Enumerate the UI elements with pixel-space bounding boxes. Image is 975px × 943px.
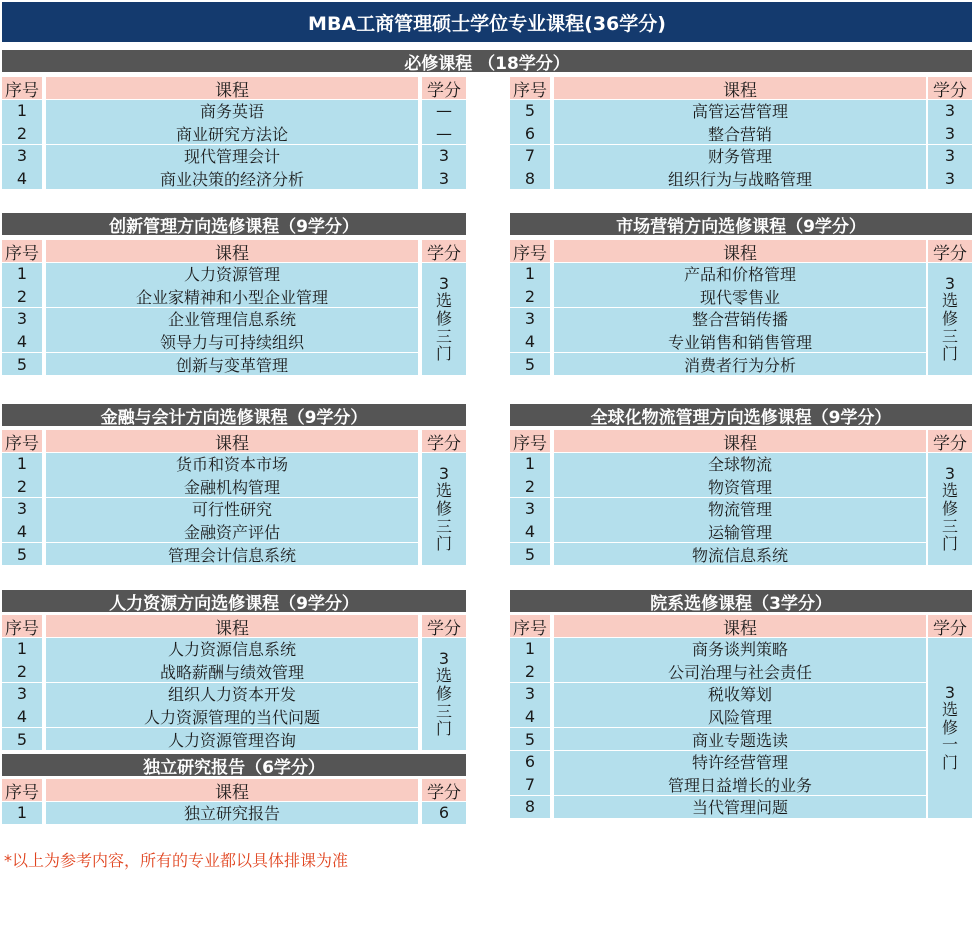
merged-credit-cell <box>422 453 466 565</box>
row-no: 5 <box>2 543 42 565</box>
row-course: 企业家精神和小型企业管理 <box>46 285 418 307</box>
row-no: 4 <box>2 520 42 542</box>
row-no: 8 <box>510 796 550 818</box>
merged-credit-cell <box>422 638 466 750</box>
credit-char: 3 <box>438 273 450 293</box>
department-section-title: 院系选修课程（3学分） <box>510 590 972 612</box>
row-course: 商务英语 <box>46 100 418 122</box>
row-course: 创新与变革管理 <box>46 353 418 375</box>
row-course: 独立研究报告 <box>46 802 418 824</box>
header-course: 课程 <box>46 615 418 637</box>
row-course: 人力资源管理 <box>46 263 418 285</box>
row-course: 物流管理 <box>554 498 926 520</box>
row-no: 5 <box>2 353 42 375</box>
page-title: MBA工商管理硕士学位专业课程(36学分) <box>2 2 972 42</box>
credit-char: 选 <box>435 481 452 501</box>
hr-section-title: 人力资源方向选修课程（9学分） <box>2 590 466 612</box>
row-credit: 3 <box>928 100 972 122</box>
credit-char: 三 <box>941 516 958 536</box>
row-course: 税收筹划 <box>554 683 926 705</box>
row-no: 8 <box>510 167 550 189</box>
row-course: 商业研究方法论 <box>46 122 418 144</box>
credit-char: 3 <box>438 463 450 483</box>
credit-char: 修 <box>941 717 958 737</box>
row-no: 4 <box>510 520 550 542</box>
row-no: 2 <box>510 475 550 497</box>
header-credit: 学分 <box>422 615 466 637</box>
header-credit: 学分 <box>928 430 972 452</box>
credit-char: 选 <box>941 481 958 501</box>
credit-char: 选 <box>435 666 452 686</box>
row-course: 财务管理 <box>554 145 926 167</box>
row-course: 领导力与可持续组织 <box>46 330 418 352</box>
header-no: 序号 <box>2 615 42 637</box>
header-course: 课程 <box>46 430 418 452</box>
row-no: 5 <box>2 728 42 750</box>
header-credit: 学分 <box>422 779 466 801</box>
credit-char: 三 <box>941 326 958 346</box>
marketing-section-title: 市场营销方向选修课程（9学分） <box>510 213 972 235</box>
row-no: 3 <box>2 145 42 167</box>
row-no: 1 <box>510 453 550 475</box>
credit-char: 修 <box>435 683 452 703</box>
row-credit: 3 <box>422 145 466 167</box>
row-credit: 6 <box>422 802 466 824</box>
credit-char: 修 <box>941 498 958 518</box>
merged-credit-cell <box>928 263 972 375</box>
credit-char: 选 <box>435 291 452 311</box>
row-no: 6 <box>510 751 550 773</box>
row-no: 5 <box>510 353 550 375</box>
merged-credit-cell <box>422 263 466 375</box>
row-no: 1 <box>2 802 42 824</box>
header-course: 课程 <box>46 240 418 262</box>
row-course: 现代管理会计 <box>46 145 418 167</box>
row-course: 战略薪酬与绩效管理 <box>46 660 418 682</box>
header-credit: 学分 <box>422 240 466 262</box>
row-no: 3 <box>510 683 550 705</box>
credit-char: 门 <box>941 753 958 773</box>
header-course: 课程 <box>554 77 926 99</box>
row-no: 5 <box>510 543 550 565</box>
row-course: 管理会计信息系统 <box>46 543 418 565</box>
row-course: 物资管理 <box>554 475 926 497</box>
credit-char: 修 <box>435 498 452 518</box>
row-course: 公司治理与社会责任 <box>554 660 926 682</box>
header-credit: 学分 <box>928 615 972 637</box>
credit-char: 门 <box>435 719 452 739</box>
credit-char: 3 <box>438 648 450 668</box>
row-no: 1 <box>2 453 42 475</box>
row-course: 产品和价格管理 <box>554 263 926 285</box>
row-course: 组织人力资本开发 <box>46 683 418 705</box>
header-no: 序号 <box>510 240 550 262</box>
row-credit: 3 <box>422 167 466 189</box>
row-course: 可行性研究 <box>46 498 418 520</box>
row-no: 2 <box>2 122 42 144</box>
row-course: 整合营销 <box>554 122 926 144</box>
row-course: 组织行为与战略管理 <box>554 167 926 189</box>
row-no: 2 <box>2 660 42 682</box>
row-no: 2 <box>2 475 42 497</box>
credit-char: 选 <box>941 291 958 311</box>
row-course: 金融机构管理 <box>46 475 418 497</box>
row-course: 金融资产评估 <box>46 520 418 542</box>
header-credit: 学分 <box>422 77 466 99</box>
row-no: 2 <box>510 285 550 307</box>
credit-char: 修 <box>435 308 452 328</box>
credit-char: 门 <box>435 534 452 554</box>
row-credit: — <box>422 100 466 122</box>
row-course: 现代零售业 <box>554 285 926 307</box>
row-no: 4 <box>2 705 42 727</box>
row-course: 物流信息系统 <box>554 543 926 565</box>
header-course: 课程 <box>554 430 926 452</box>
row-no: 1 <box>510 263 550 285</box>
footnote: *以上为参考内容，所有的专业都以具体排课为准 <box>4 851 349 870</box>
row-no: 2 <box>510 660 550 682</box>
row-course: 运输管理 <box>554 520 926 542</box>
row-no: 3 <box>2 308 42 330</box>
row-no: 7 <box>510 145 550 167</box>
row-course: 消费者行为分析 <box>554 353 926 375</box>
row-no: 5 <box>510 100 550 122</box>
row-credit: 3 <box>928 145 972 167</box>
credit-char: 门 <box>941 534 958 554</box>
credit-char: 一 <box>941 735 958 755</box>
header-course: 课程 <box>46 77 418 99</box>
header-no: 序号 <box>510 430 550 452</box>
row-course: 企业管理信息系统 <box>46 308 418 330</box>
header-no: 序号 <box>2 240 42 262</box>
row-course: 当代管理问题 <box>554 796 926 818</box>
header-no: 序号 <box>2 430 42 452</box>
row-course: 人力资源管理咨询 <box>46 728 418 750</box>
credit-char: 3 <box>944 273 956 293</box>
row-no: 2 <box>2 285 42 307</box>
row-no: 3 <box>510 308 550 330</box>
row-no: 4 <box>2 167 42 189</box>
row-no: 1 <box>2 263 42 285</box>
header-no: 序号 <box>510 77 550 99</box>
row-course: 特许经营管理 <box>554 751 926 773</box>
header-credit: 学分 <box>928 77 972 99</box>
row-course: 专业销售和销售管理 <box>554 330 926 352</box>
header-no: 序号 <box>2 77 42 99</box>
row-no: 1 <box>2 638 42 660</box>
row-course: 高管运营管理 <box>554 100 926 122</box>
header-course: 课程 <box>46 779 418 801</box>
row-no: 1 <box>2 100 42 122</box>
credit-char: 3 <box>944 463 956 483</box>
credit-char: 门 <box>941 344 958 364</box>
merged-credit-cell <box>928 453 972 565</box>
row-no: 4 <box>2 330 42 352</box>
row-course: 管理日益增长的业务 <box>554 773 926 795</box>
credit-char: 三 <box>435 516 452 536</box>
header-course: 课程 <box>554 615 926 637</box>
credit-char: 三 <box>435 701 452 721</box>
credit-char: 3 <box>944 682 956 702</box>
credit-char: 选 <box>941 700 958 720</box>
row-course: 整合营销传播 <box>554 308 926 330</box>
row-no: 7 <box>510 773 550 795</box>
logistics-section-title: 全球化物流管理方向选修课程（9学分） <box>510 404 972 426</box>
row-course: 人力资源管理的当代问题 <box>46 705 418 727</box>
header-credit: 学分 <box>928 240 972 262</box>
row-no: 1 <box>510 638 550 660</box>
row-no: 3 <box>2 683 42 705</box>
row-credit: 3 <box>928 122 972 144</box>
row-course: 人力资源信息系统 <box>46 638 418 660</box>
row-credit: — <box>422 122 466 144</box>
header-course: 课程 <box>554 240 926 262</box>
header-no: 序号 <box>2 779 42 801</box>
row-credit: 3 <box>928 167 972 189</box>
row-no: 6 <box>510 122 550 144</box>
row-course: 货币和资本市场 <box>46 453 418 475</box>
required-section-title: 必修课程 （18学分） <box>2 50 972 72</box>
credit-char: 三 <box>435 326 452 346</box>
header-no: 序号 <box>510 615 550 637</box>
finance-section-title: 金融与会计方向选修课程（9学分） <box>2 404 466 426</box>
research-section-title: 独立研究报告（6学分） <box>2 754 466 776</box>
credit-char: 修 <box>941 308 958 328</box>
row-course: 商业专题选读 <box>554 728 926 750</box>
row-no: 5 <box>510 728 550 750</box>
row-course: 风险管理 <box>554 705 926 727</box>
row-course: 商业决策的经济分析 <box>46 167 418 189</box>
row-no: 3 <box>2 498 42 520</box>
row-no: 3 <box>510 498 550 520</box>
row-no: 4 <box>510 330 550 352</box>
row-no: 4 <box>510 705 550 727</box>
credit-char: 门 <box>435 344 452 364</box>
merged-credit-cell <box>928 638 972 818</box>
row-course: 商务谈判策略 <box>554 638 926 660</box>
innovation-section-title: 创新管理方向选修课程（9学分） <box>2 213 466 235</box>
row-course: 全球物流 <box>554 453 926 475</box>
header-credit: 学分 <box>422 430 466 452</box>
